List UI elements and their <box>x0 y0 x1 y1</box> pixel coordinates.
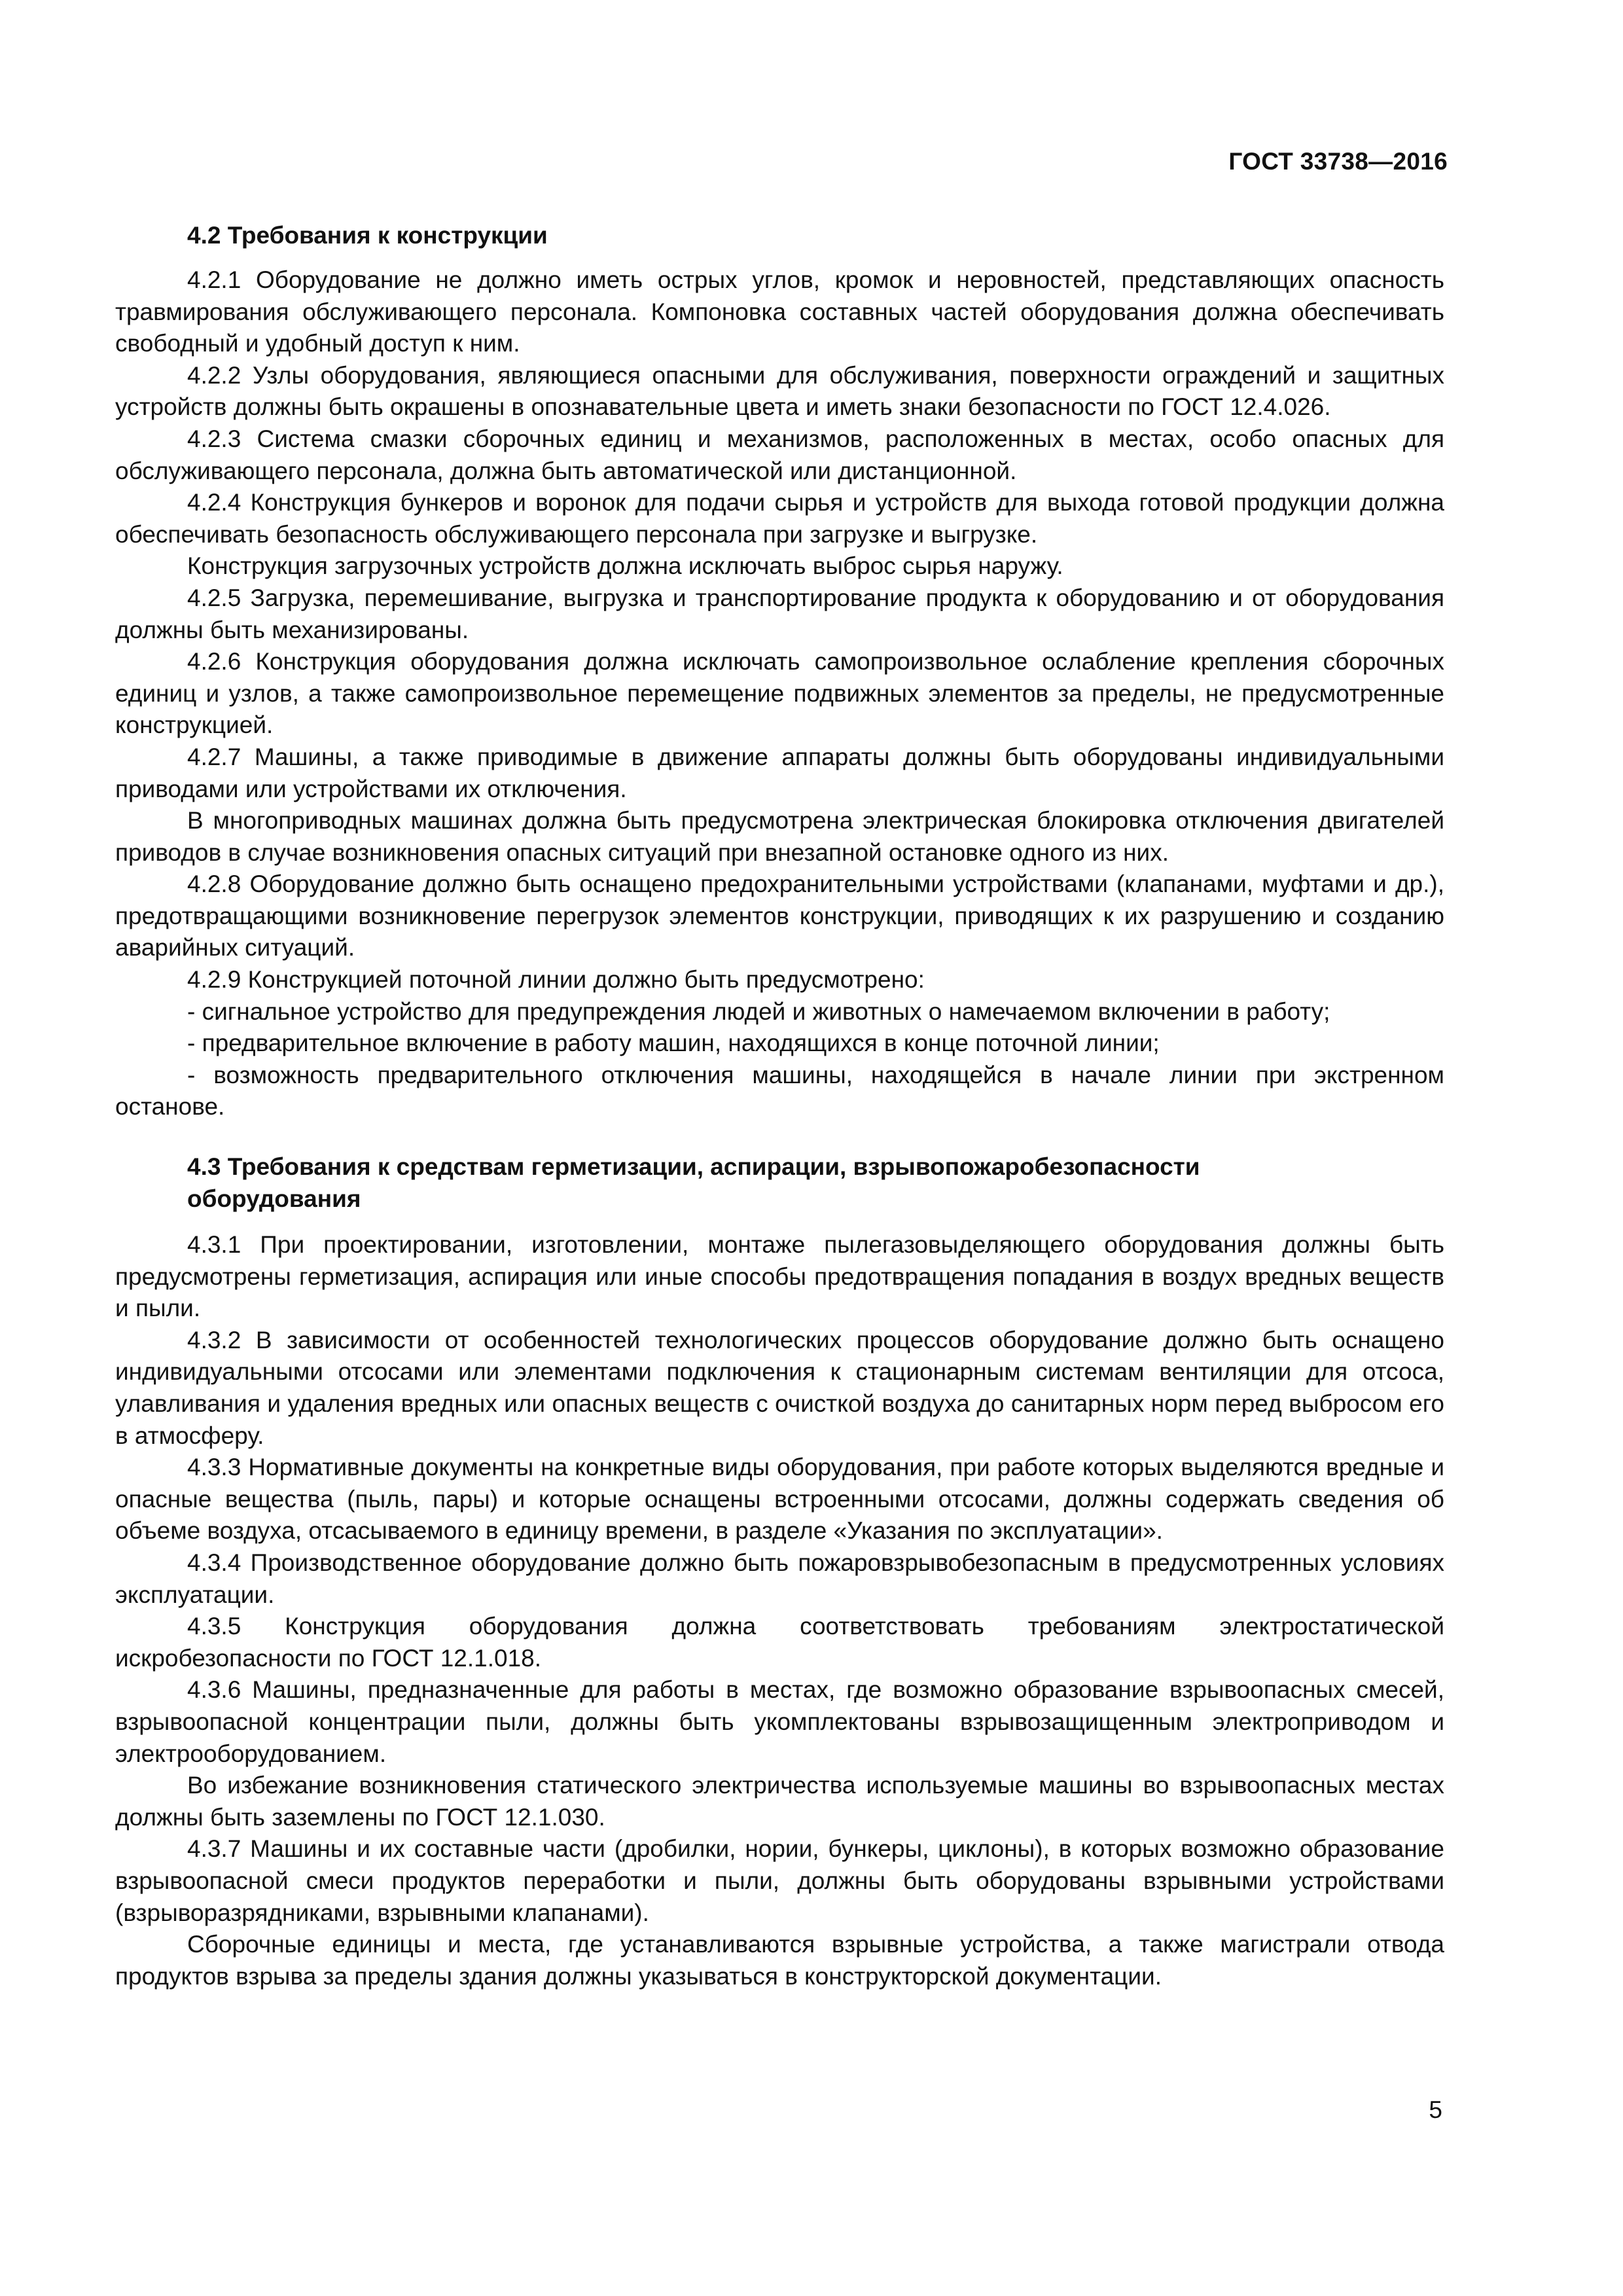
document-header: ГОСТ 33738—2016 <box>1228 148 1448 175</box>
paragraph-4-2-5: 4.2.5 Загрузка, перемешивание, выгрузка и транспортирование продукта к оборудованию и от оборудования должны быть механизированы. <box>115 584 1444 643</box>
paragraph-4-2-7-note: В многоприводных машинах должна быть предусмотрена электрическая блокировка отключения двигателей приводов в случае возникновения опасных ситуаций при внезапной остановке одного из них. <box>115 807 1444 866</box>
paragraph-4-2-9: 4.2.9 Конструкцией поточной линии должно быть предусмотрено: <box>187 966 925 994</box>
list-item: - предварительное включение в работу машин, находящихся в конце поточной линии; <box>187 1030 1160 1057</box>
paragraph-4-3-6-note: Во избежание возникновения статического электричества используемые машины во взрывоопасных местах должны быть заземлены по ГОСТ 12.1.030. <box>115 1772 1444 1831</box>
paragraph-4-2-7: 4.2.7 Машины, а также приводимые в движение аппараты должны быть оборудованы индивидуальными приводами или устройствами их отключения. <box>115 743 1444 802</box>
section-heading-4-3: 4.3 Требования к средствам герметизации, аспирации, взрывопожаробезопасности оборудования <box>187 1153 1200 1213</box>
list-item: - возможность предварительного отключения машины, находящейся в начале линии при экстренном останове. <box>115 1061 1444 1121</box>
list-item: - сигнальное устройство для предупреждения людей и животных о намечаемом включении в работу; <box>187 997 1330 1025</box>
page-number: 5 <box>1429 2096 1442 2123</box>
paragraph-4-3-7-note: Сборочные единицы и места, где устанавливаются взрывные устройства, а также магистрали отвода продуктов взрыва за пределы здания должны указываться в конструкторской документации. <box>115 1931 1444 1990</box>
paragraph-4-3-6: 4.3.6 Машины, предназначенные для работы в местах, где возможно образование взрывоопасных смесей, взрывоопасной концентрации пыли, должны быть укомплектованы взрывозащищенным электроприводом и электрооборудованием. <box>115 1676 1444 1767</box>
paragraph-4-2-3: 4.2.3 Система смазки сборочных единиц и механизмов, расположенных в местах, особо опасных для обслуживающего персонала, должна быть автоматической или дистанционной. <box>115 425 1444 484</box>
section-heading-4-2: 4.2 Требования к конструкции <box>187 222 548 249</box>
paragraph-4-2-1: 4.2.1 Оборудование не должно иметь острых углов, кромок и неровностей, представляющих опасность травмирования обслуживающего персонала. Компоновка составных частей оборудования должна обеспечивать свободный и удобный доступ к ним. <box>115 266 1444 357</box>
page-content <box>115 219 1444 1992</box>
paragraph-4-2-4-note: Конструкция загрузочных устройств должна исключать выброс сырья наружу. <box>187 552 1063 580</box>
paragraph-4-2-2: 4.2.2 Узлы оборудования, являющиеся опасными для обслуживания, поверхности ограждений и защитных устройств должны быть окрашены в опознавательные цвета и иметь знаки безопасности по ГОСТ 12.4.026. <box>115 361 1444 421</box>
section-4-2-body <box>115 264 1444 1123</box>
paragraph-4-3-3: 4.3.3 Нормативные документы на конкретные виды оборудования, при работе которых выделяются вредные и опасные вещества (пыль, пары) и которые оснащены встроенными отсосами, должны содержать сведения об объеме воздуха, отсасываемого в единицу времени, в разделе «Указания по эксплуатации». <box>115 1454 1444 1545</box>
section-4-3-body <box>115 1229 1444 1992</box>
paragraph-4-2-4: 4.2.4 Конструкция бункеров и воронок для подачи сырья и устройств для выхода готовой продукции должна обеспечивать безопасность обслуживающего персонала при загрузке и выгрузке. <box>115 489 1444 548</box>
paragraph-4-3-4: 4.3.4 Производственное оборудование должно быть пожаровзрывобезопасным в предусмотренных условиях эксплуатации. <box>115 1549 1444 1608</box>
paragraph-4-2-8: 4.2.8 Оборудование должно быть оснащено предохранительными устройствами (клапанами, муфтами и др.), предотвращающими возникновение перегрузок элементов конструкции, приводящих к их разрушению и созданию аварийных ситуаций. <box>115 870 1444 961</box>
paragraph-4-3-2: 4.3.2 В зависимости от особенностей технологических процессов оборудование должно быть оснащено индивидуальными отсосами или элементами подключения к стационарным системам вентиляции для отсоса, улавливания и удаления вредных или опасных веществ с очисткой воздуха до санитарных норм перед выбросом его в атмосферу. <box>115 1326 1444 1449</box>
paragraph-4-3-1: 4.3.1 При проектировании, изготовлении, монтаже пылегазовыделяющего оборудования должны быть предусмотрены герметизация, аспирация или иные способы предотвращения попадания в воздух вредных веществ и пыли. <box>115 1231 1444 1322</box>
paragraph-4-3-5: 4.3.5 Конструкция оборудования должна соответствовать требованиям электростатической искробезопасности по ГОСТ 12.1.018. <box>115 1613 1444 1672</box>
paragraph-4-2-6: 4.2.6 Конструкция оборудования должна исключать самопроизвольное ослабление крепления сборочных единиц и узлов, а также самопроизвольное перемещение подвижных элементов за пределы, не предусмотренные конструкцией. <box>115 648 1444 739</box>
paragraph-4-3-7: 4.3.7 Машины и их составные части (дробилки, нории, бункеры, циклоны), в которых возможно образование взрывоопасной смеси продуктов переработки и пыли, должны быть оборудованы взрывными устройствами (взрыворазрядниками, взрывными клапанами). <box>115 1835 1444 1926</box>
